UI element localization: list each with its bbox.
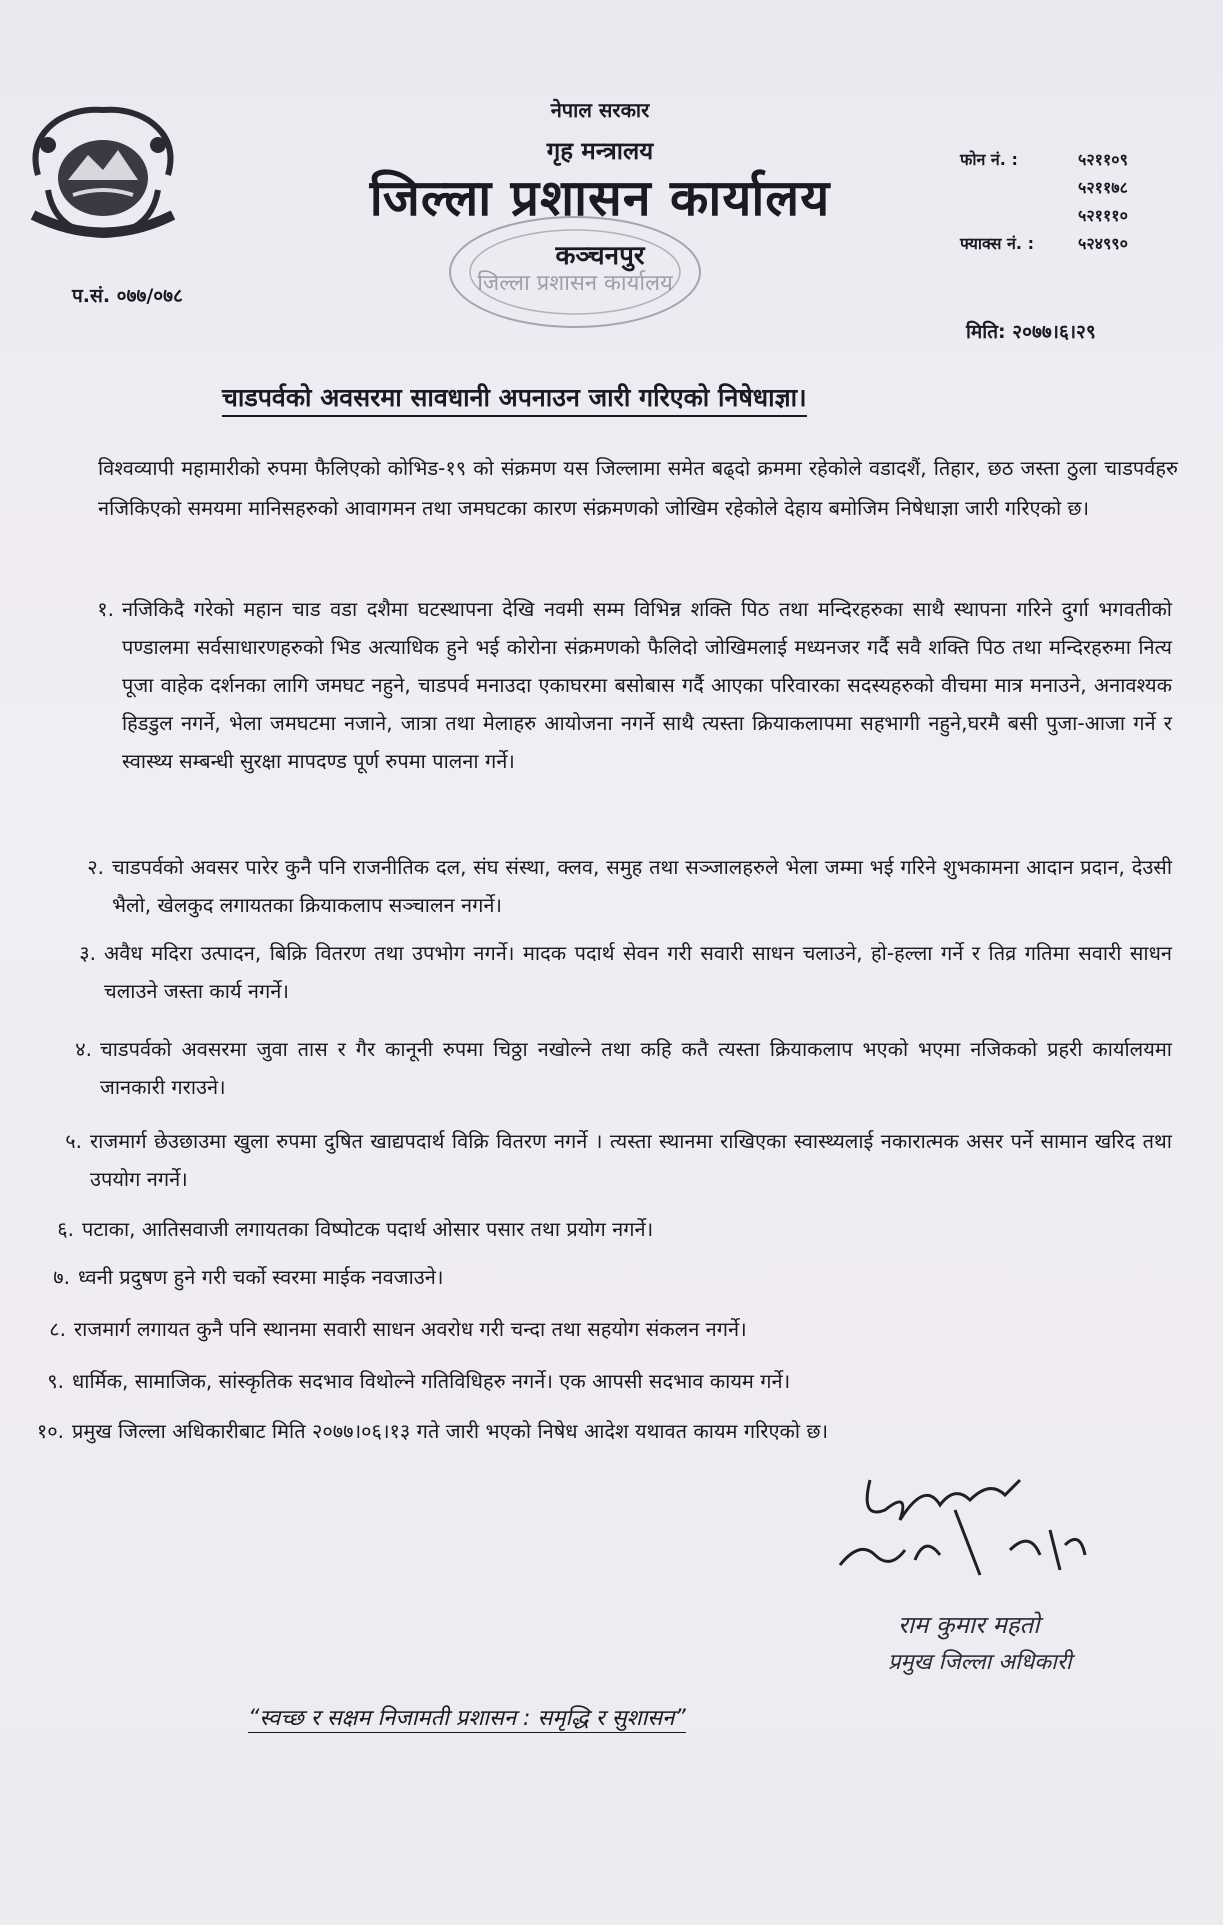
phone-number: ५२११७८: [1078, 178, 1128, 197]
item-number: ८.: [49, 1317, 66, 1341]
item-number: ६.: [57, 1217, 74, 1241]
list-item: [57, 1210, 1172, 1248]
item-text: प्रमुख जिल्ला अधिकारीबाट मिति २०७७।०६।१३ गते जारी भएको निषेध आदेश यथावत कायम गरिएको छ।: [72, 1419, 829, 1443]
item-number: ७.: [53, 1265, 70, 1289]
item-text: ध्वनी प्रदुषण हुने गरी चर्को स्वरमा माईक नवजाउने।: [78, 1265, 444, 1289]
ministry-name: गृह मन्त्रालय: [546, 137, 654, 165]
list-item: [65, 1122, 1172, 1198]
item-number: २.: [87, 855, 104, 879]
item-text: अवैध मदिरा उत्पादन, बिक्रि वितरण तथा उपभोग नगर्ने। मादक पदार्थ सेवन गरी सवारी साधन चलाउने, हो-हल्ला गर्ने र तिव्र गतिमा सवारी साधन चलाउने जस्ता कार्य नगर्ने।: [104, 941, 1172, 1003]
item-number: ९.: [47, 1369, 64, 1393]
list-item: [87, 848, 1172, 924]
government-name: नेपाल सरकार: [550, 98, 650, 122]
item-number: ५.: [65, 1129, 82, 1153]
item-text: चाडपर्वको अवसरमा जुवा तास र गैर कानूनी रुपमा चिठ्ठा नखोल्ने तथा कहि कतै त्यस्ता क्रियाकलाप भएको भएमा नजिकको प्रहरी कार्यालयमा जानकारी गराउने।: [100, 1037, 1172, 1099]
list-item: [36, 1412, 1172, 1450]
stamp-text: जिल्ला प्रशासन कार्यालय: [477, 271, 673, 296]
item-text: पटाका, आतिसवाजी लगायतका विष्पोटक पदार्थ ओसार पसार तथा प्रयोग नगर्ने।: [82, 1217, 654, 1241]
footer-motto: “स्वच्छ र सक्षम निजामती प्रशासन : समृद्धि र सुशासन”: [248, 1702, 686, 1733]
notice-title: चाडपर्वको अवसरमा सावधानी अपनाउन जारी गरिएको निषेधाज्ञा।: [222, 380, 807, 417]
district-name: कञ्चनपुर: [555, 241, 645, 271]
list-item: [79, 934, 1172, 1010]
office-name: जिल्ला प्रशासन कार्यालय: [369, 169, 831, 227]
list-item: [49, 1310, 1172, 1348]
phone-label: फोन नं. :: [960, 150, 1018, 169]
signatory-name: राम कुमार महतो: [898, 1611, 1040, 1639]
reference-number: प.सं. ०७७/०७८: [72, 285, 183, 307]
fax-label: फ्याक्स नं. :: [960, 234, 1034, 253]
phone-number: ५२११०९: [1078, 150, 1128, 169]
item-text: राजमार्ग लगायत कुनै पनि स्थानमा सवारी साधन अवरोध गरी चन्दा तथा सहयोग संकलन नगर्ने।: [74, 1317, 747, 1341]
list-item: [47, 1362, 1172, 1400]
signature-date: २०७७ ६।२९: [830, 1460, 835, 1461]
item-text: राजमार्ग छेउछाउमा खुला रुपमा दुषित खाद्यपदार्थ विक्रि वितरण नगर्ने । त्यस्ता स्थानमा राखिएका स्वास्थ्यलाई नकारात्मक असर पर्ने सामान खरिद तथा उपयोग नगर्ने।: [90, 1129, 1172, 1191]
item-text: धार्मिक, सामाजिक, सांस्कृतिक सदभाव विथोल्ने गतिविधिहरु नगर्ने। एक आपसी सदभाव कायम गर्ने।: [72, 1369, 791, 1393]
item-number: १०.: [36, 1419, 64, 1443]
item-text: चाडपर्वको अवसर पारेर कुनै पनि राजनीतिक दल, संघ संस्था, क्लव, समुह तथा सञ्जालहरुले भेला जम्मा भई गरिने शुभकामना आदान प्रदान, देउसी भैलो, खेलकुद लगायतका क्रियाकलाप सञ्चालन नगर्ने।: [112, 855, 1172, 917]
list-item: [53, 1258, 1172, 1296]
office-stamp-icon: [440, 212, 710, 332]
document-date: मिति: २०७७।६।२९: [966, 321, 1096, 343]
item-text: नजिकिदै गरेको महान चाड वडा दशैमा घटस्थापना देखि नवमी सम्म विभिन्न शक्ति पिठ तथा मन्दिरहरुका साथै स्थापना गरिने दुर्गा भगवतीको पण्डालमा सर्वसाधारणहरुको भिड अत्याधिक हुने भई कोरोना संक्रमणको फैलिदो जोखिमलाई मध्यनजर गर्दै सवै शक्ति पिठ तथा मन्दिरहरुमा नित्य पूजा वाहेक दर्शनका लागि जमघट नहुने, चाडपर्व मनाउदा एकाघरमा बसोबास गर्दै आएका परिवारका सदस्यहरुको वीचमा मात्र मनाउने, अनावश्यक हिडडुल नगर्ने, भेला जमघटमा नजाने, जात्रा तथा मेलाहरु आयोजना नगर्ने साथै त्यस्ता क्रियाकलापमा सहभागी नहुने,घरमै बसी पुजा-आजा गर्ने र स्वास्थ्य सम्बन्धी सुरक्षा मापदण्ड पूर्ण रुपमा पालना गर्ने।: [122, 597, 1172, 773]
phone-number: ५२१११०: [1078, 206, 1128, 225]
fax-number: ५२४९९०: [1078, 234, 1128, 253]
item-number: १.: [97, 597, 114, 621]
intro-paragraph: विश्वव्यापी महामारीको रुपमा फैलिएको कोभिड-१९ को संक्रमण यस जिल्लामा समेत बढ्दो क्रममा रहेकोले वडादशैं, तिहार, छठ जस्ता ठुला चाडपर्वहरु नजिकिएको समयमा मानिसहरुको आवागमन तथा जमघटका कारण संक्रमणको जोखिम रहेकोले देहाय बमोजिम निषेधाज्ञा जारी गरिएको छ।: [98, 456, 1178, 520]
contact-block: [960, 146, 1128, 258]
signatory-designation: प्रमुख जिल्ला अधिकारी: [888, 1650, 1072, 1675]
list-item: [75, 1030, 1172, 1106]
signature-icon: [830, 1460, 1090, 1580]
nepal-emblem-icon: [18, 100, 188, 250]
item-number: ३.: [79, 941, 96, 965]
list-item: [97, 590, 1172, 780]
item-number: ४.: [75, 1037, 92, 1061]
